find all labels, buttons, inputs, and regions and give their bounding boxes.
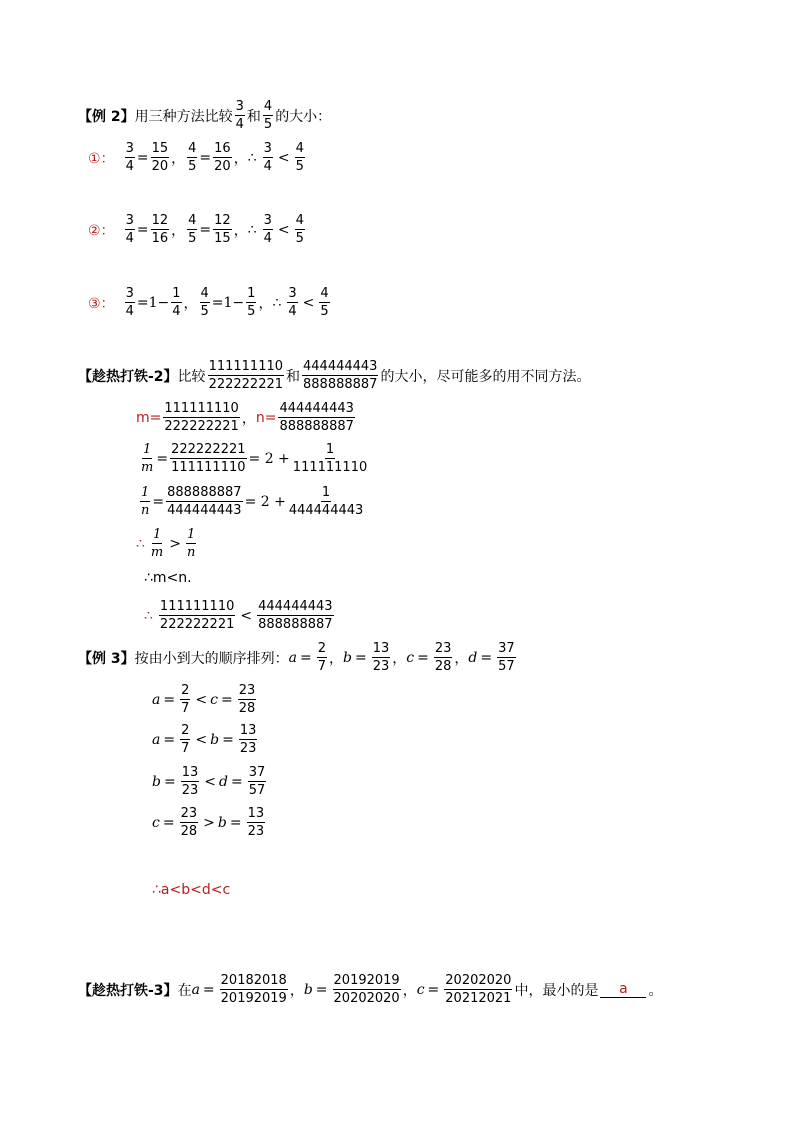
period: 。 [648,982,663,999]
inverse-m-line: $\frac{1}{m}$ = $\frac{222222221}{111111110}$ = 2 + $\frac{1}{111111110}$ [141,442,368,475]
compare-a-c: a = $\frac{2}{7}$ < c = $\frac{23}{28}$ [152,683,256,716]
therefore-symbol: ∴ [136,535,145,552]
method-tag: ③： [88,295,115,312]
example-3-label: 【例 3】 [78,650,135,667]
equals: = [136,221,149,238]
comma: ， [241,410,256,427]
comma: ， [233,150,248,167]
and-text: 和 [286,368,301,385]
comma: ， [233,222,248,239]
m-label: m= [136,409,162,426]
comma: ， [171,222,186,239]
method-1-line: ①： $\frac{3}{4}$ = $\frac{15}{20}$ ， $\frac{4}{5}$ = $\frac{16}{20}$ ， ∴ $\frac{3}{4}$ < $\frac{4}{5}$ [88,141,304,174]
practice-3-question: 【趁热打铁-3】 在 a = $\frac{20182018}{20192019}$ ， b = $\frac{20192019}{20202020}$ ， c = $\frac{20202020}{20212021}$ 中，最小的是 a 。 [78,973,663,1006]
less-than: < [240,607,253,624]
question-text: 用三种方法比较 [134,108,233,125]
comma: ， [171,150,186,167]
equals: = [152,493,165,510]
compare-c-b: c = $\frac{23}{28}$ > b = $\frac{13}{23}$ [152,806,265,839]
n-label: n= [255,409,277,426]
m-less-n-line [144,570,192,586]
ordering-result: ∴a<b<d<c [152,882,231,898]
one-minus: =1− [136,294,170,311]
m-n-definition: m= $\frac{111111110}{222222221}$ ， n= $\frac{444444443}{888888887}$ [136,401,354,434]
compare-a-b: a = $\frac{2}{7}$ < b = $\frac{13}{23}$ [152,723,257,756]
comma: ， [183,295,198,312]
example-2-label: 【例 2】 [78,108,135,125]
two-plus: = 2 + [248,450,290,467]
equals: = [199,221,212,238]
practice-2-conclusion: ∴ $\frac{111111110}{222222221}$ < $\frac{444444443}{888888887}$ [144,599,333,632]
practice-2-question: 【趁热打铁-2】 比较 $\frac{111111110}{222222221}$ 和 $\frac{444444443}{888888887}$ 的大小，尽可能多的用不同方法。 [78,359,591,392]
and-text: 和 [246,108,261,125]
question-text: 比较 [177,368,206,385]
answer-blank: a [600,981,646,998]
less-than: < [277,221,290,238]
fraction: $\frac{4}{5}$ [263,99,273,132]
method-tag: ②： [88,222,115,239]
therefore-symbol: ∴ [247,221,257,238]
example-2-question [78,98,331,133]
method-3-line: ③： $\frac{3}{4}$ =1− $\frac{1}{4}$ ， $\frac{4}{5}$ =1− $\frac{1}{5}$ ， ∴ $\frac{3}{4}$ < $\frac{4}{5}$ [88,286,329,319]
equals: = [199,149,212,166]
practice-2-label: 【趁热打铁-2】 [78,368,178,385]
question-text: 的大小，尽可能多的用不同方法。 [380,368,591,385]
equals: = [136,149,149,166]
two-plus: = 2 + [244,493,286,510]
therefore-symbol: ∴ [247,149,257,166]
method-tag: ①： [88,150,115,167]
fraction: $\frac{3}{4}$ [235,99,244,132]
inverse-n-line: $\frac{1}{n}$ = $\frac{888888887}{444444443}$ = 2 + $\frac{1}{444444443}$ [141,485,364,518]
m-less-than-n: ∴m<n. [144,570,192,586]
question-text: 的大小： [275,108,332,125]
therefore-symbol: ∴ [272,294,282,311]
question-text: 按由小到大的顺序排列： [134,650,289,667]
example-3-result [152,882,230,898]
question-text: 在 [177,982,192,999]
method-2-line: ②： $\frac{3}{4}$ = $\frac{12}{16}$ ， $\frac{4}{5}$ = $\frac{12}{15}$ ， ∴ $\frac{3}{4}$ < $\frac{4}{5}$ [88,213,304,246]
question-text: 中，最小的是 [514,982,599,999]
less-than: < [302,294,315,311]
greater-than: > [169,535,181,552]
inverse-compare-line: ∴ $\frac{1}{m}$ > $\frac{1}{n}$ [136,527,196,560]
example-3-question: 【例 3】 按由小到大的顺序排列： a = $\frac{2}{7}$ ， b = $\frac{13}{23}$ ， c = $\frac{23}{28}$ ， d = $\frac{37}{57}$ [78,641,515,674]
comma: ， [258,295,273,312]
equals: = [156,450,169,467]
compare-b-d: b = $\frac{13}{23}$ < d = $\frac{37}{57}$ [152,765,266,798]
therefore-symbol: ∴ [144,607,153,624]
less-than: < [277,149,290,166]
one-minus: =1− [211,294,245,311]
practice-3-label: 【趁热打铁-3】 [78,982,178,999]
